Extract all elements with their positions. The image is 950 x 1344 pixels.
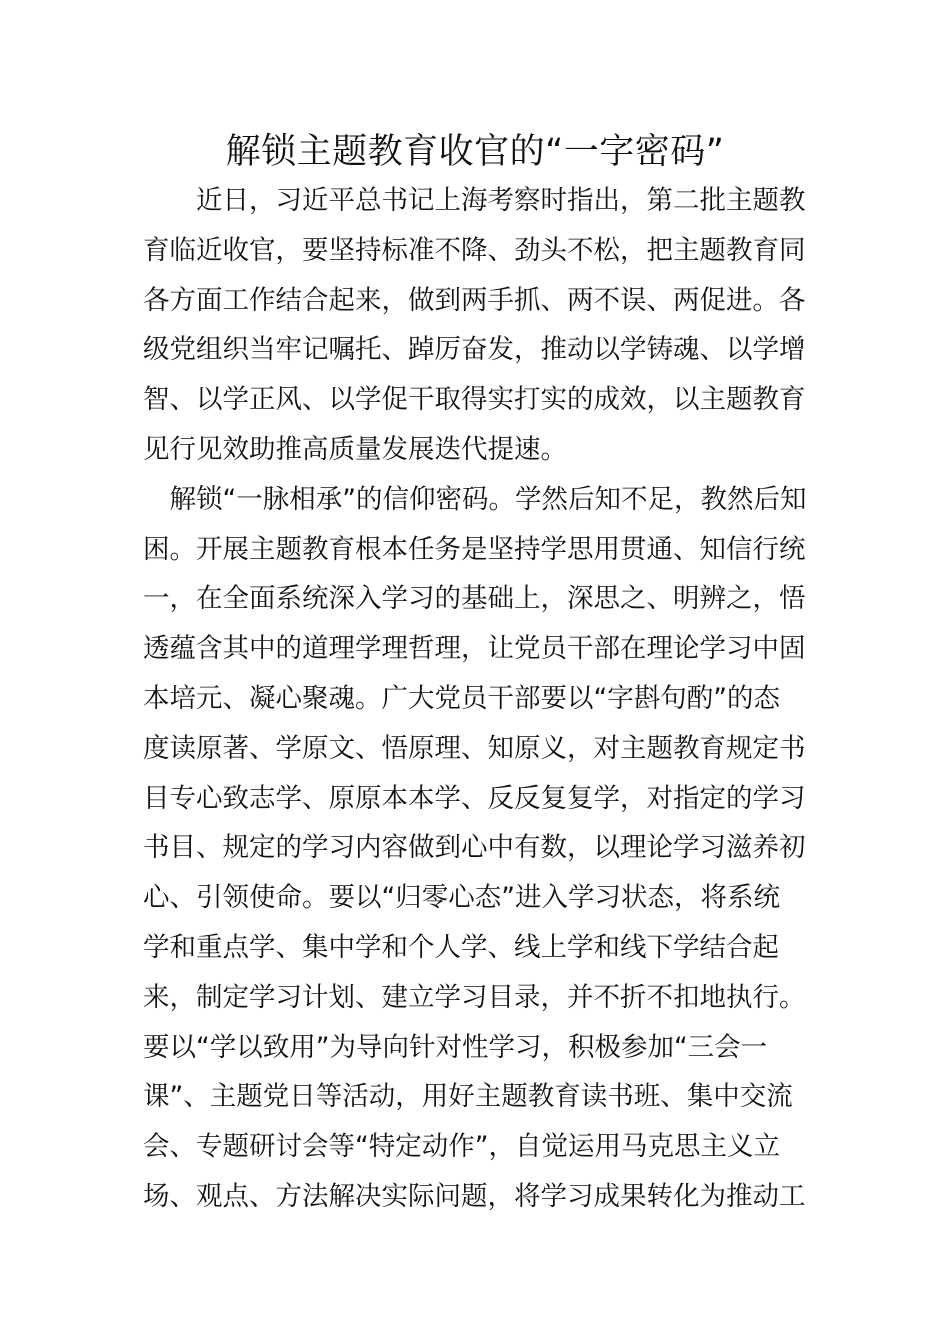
text-line: 场、观点、方法解决实际问题，将学习成果转化为推动工 bbox=[143, 1180, 806, 1212]
text-line: 育临近收官，要坚持标准不降、劲头不松，把主题教育同 bbox=[143, 234, 806, 266]
text-line: 书目、规定的学习内容做到心中有数，以理论学习滋养初 bbox=[143, 832, 806, 864]
document-body bbox=[143, 176, 811, 1222]
text-line: 学和重点学、集中学和个人学、线上学和线下学结合起 bbox=[143, 931, 779, 963]
text-line: 度读原著、学原文、悟原理、知原义，对主题教育规定书 bbox=[143, 732, 806, 764]
text-line: 各方面工作结合起来，做到两手抓、两不误、两促进。各 bbox=[143, 284, 806, 316]
text-line: 一，在全面系统深入学习的基础上，深思之、明辨之，悟 bbox=[143, 583, 806, 615]
text-line: 见行见效助推高质量发展迭代提速。 bbox=[143, 433, 567, 465]
text-line: 心、引领使命。要以“归零心态”进入学习状态，将系统 bbox=[143, 882, 780, 914]
text-line: 目专心致志学、原原本本学、反反复复学，对指定的学习 bbox=[143, 782, 806, 814]
text-line: 本培元、凝心聚魂。广大党员干部要以“字斟句酌”的态 bbox=[143, 682, 780, 714]
text-line: 解锁“一脉相承”的信仰密码。学然后知不足，教然后知 bbox=[143, 483, 807, 515]
text-line: 困。开展主题教育根本任务是坚持学思用贯通、知信行统 bbox=[143, 533, 806, 565]
text-line: 智、以学正风、以学促干取得实打实的成效，以主题教育 bbox=[143, 384, 806, 416]
document-title: 解锁主题教育收官的“一字密码” bbox=[225, 132, 725, 172]
text-line: 会、专题研讨会等“特定动作”，自觉运用马克思主义立 bbox=[143, 1131, 780, 1163]
text-line: 级党组织当牢记嘱托、踔厉奋发，推动以学铸魂、以学增 bbox=[143, 334, 806, 366]
text-line: 来，制定学习计划、建立学习目录，并不折不扣地执行。 bbox=[143, 981, 806, 1013]
text-line: 课”、主题党日等活动，用好主题教育读书班、集中交流 bbox=[143, 1081, 793, 1113]
text-line: 近日，习近平总书记上海考察时指出，第二批主题教 bbox=[143, 185, 806, 216]
text-line: 要以“学以致用”为导向针对性学习，积极参加“三会一 bbox=[143, 1031, 768, 1063]
text-line: 透蕴含其中的道理学理哲理，让党员干部在理论学习中固 bbox=[143, 633, 806, 665]
